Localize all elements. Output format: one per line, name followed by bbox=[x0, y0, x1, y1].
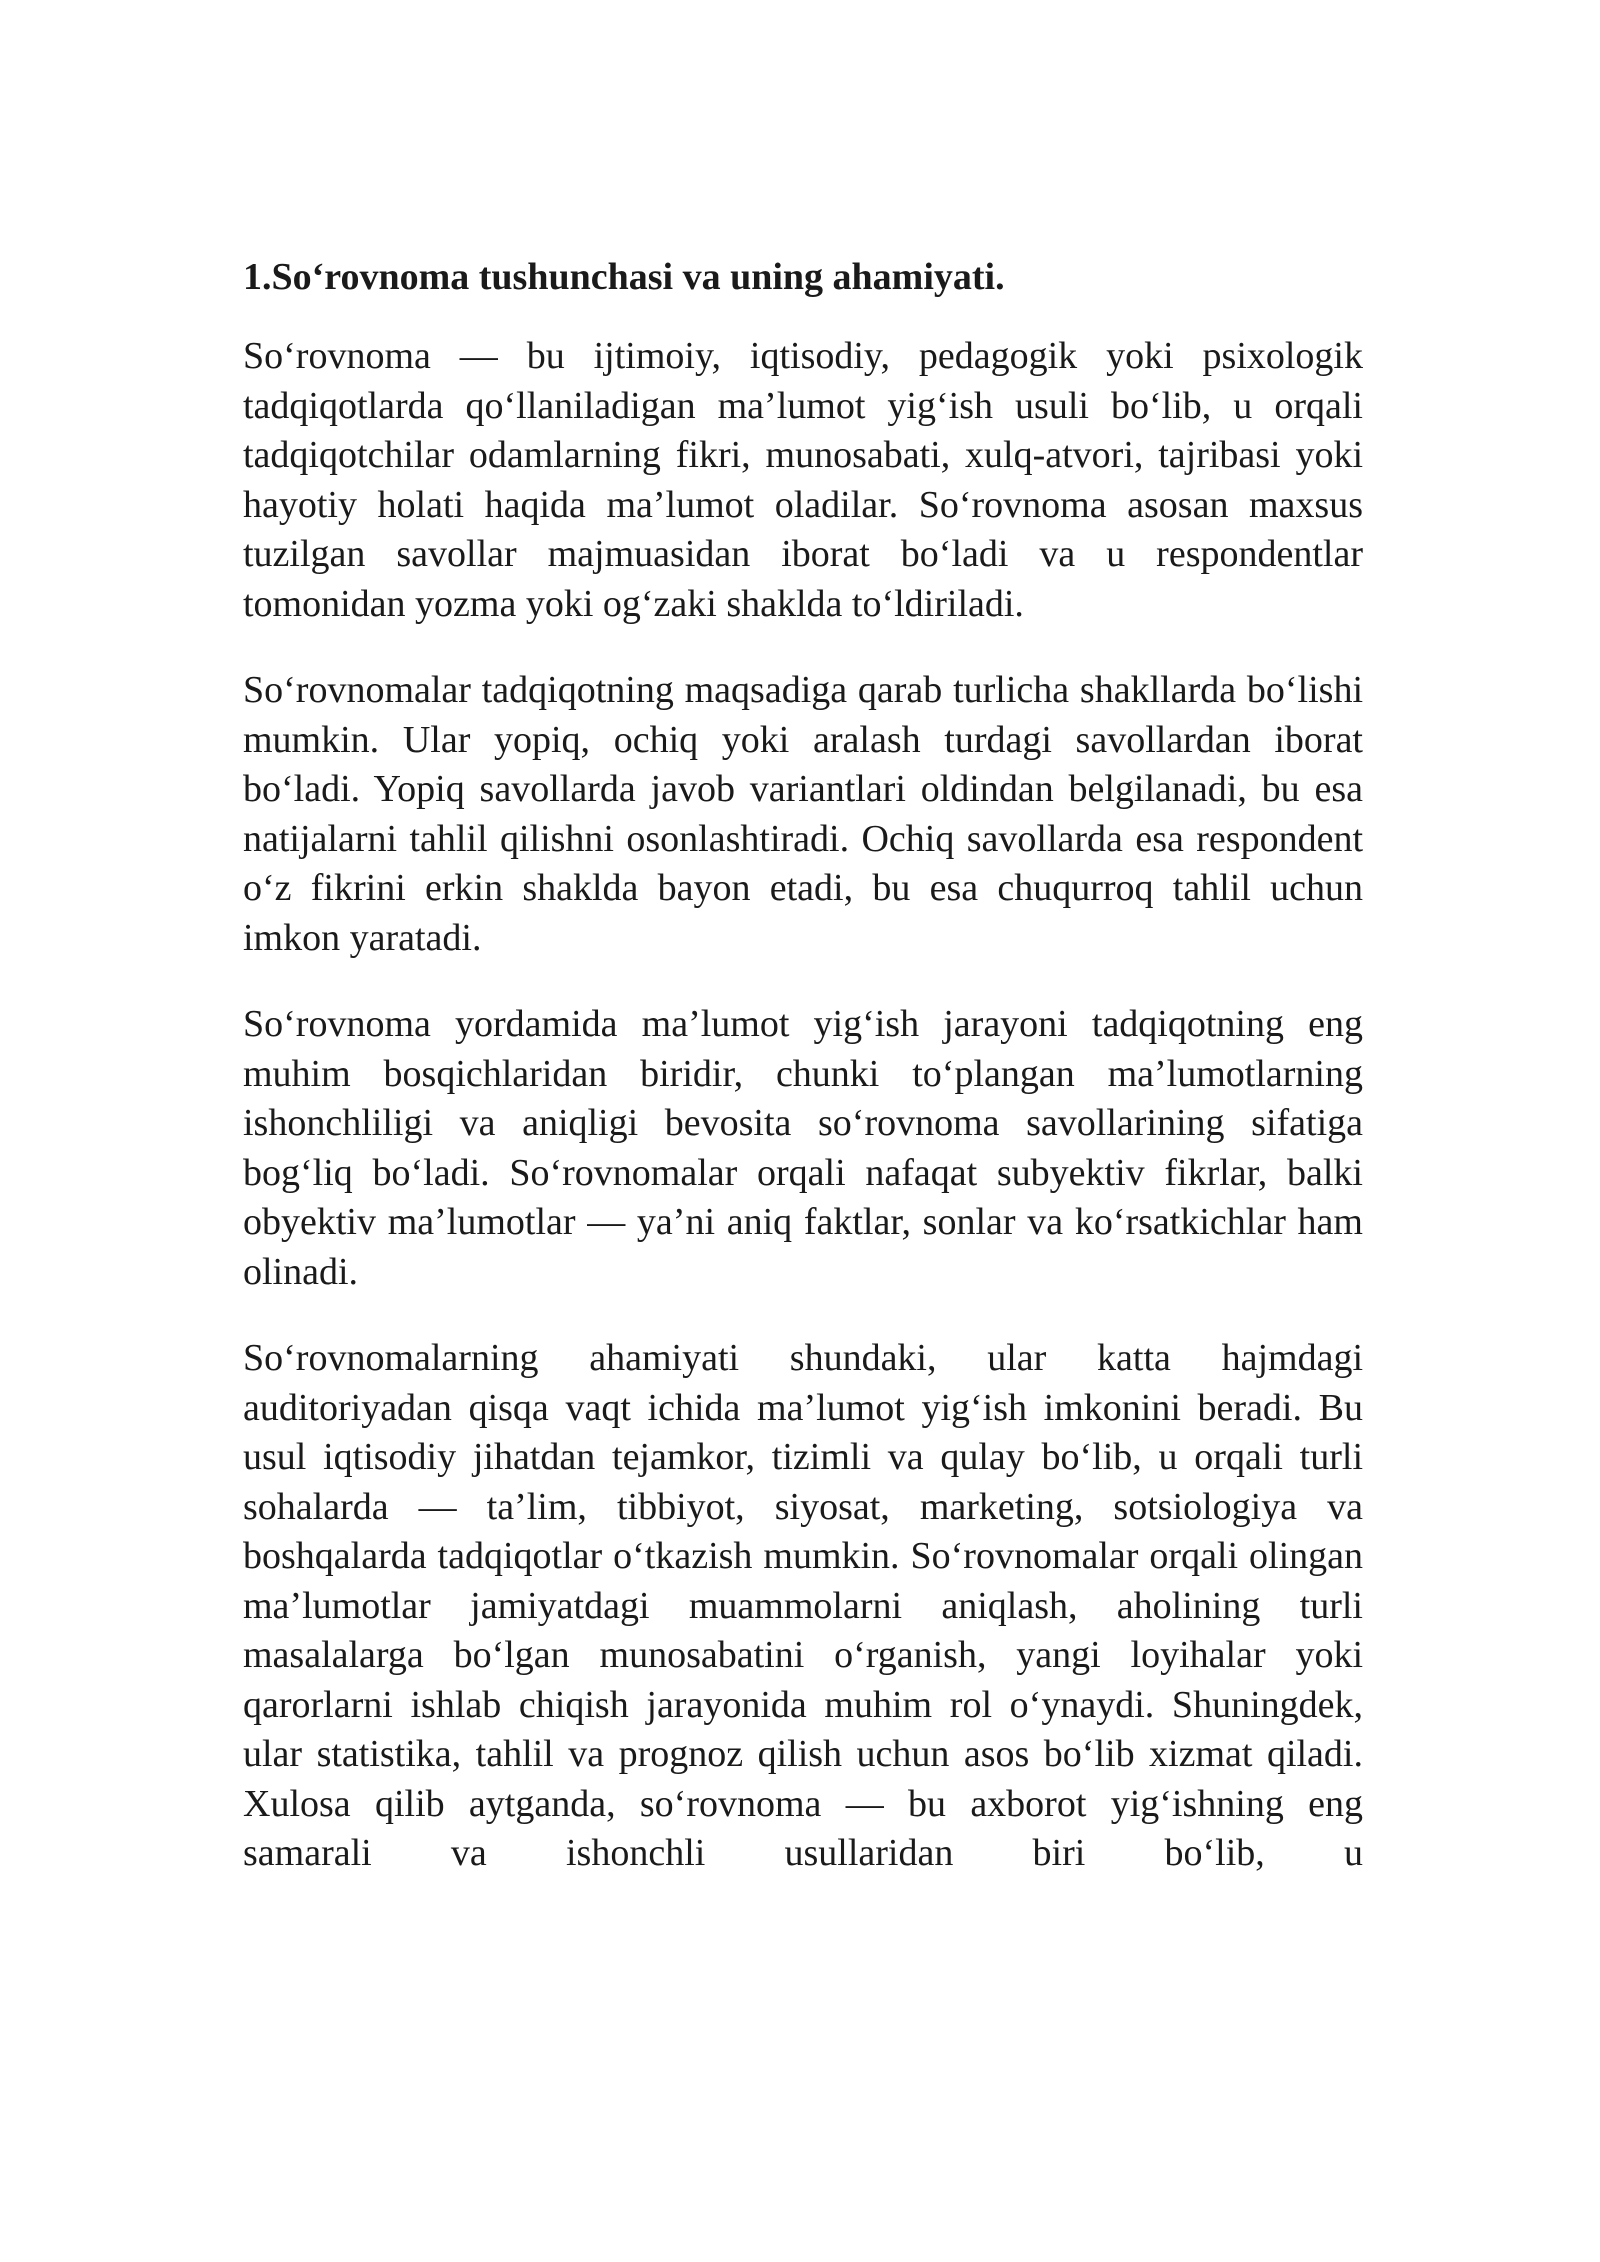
document-body bbox=[243, 252, 1363, 1879]
paragraph-definition: So‘rovnoma — bu ijtimoiy, iqtisodiy, pedagogik yoki psixologik tadqiqotlarda qo‘llaniladigan ma’lumot yig‘ish usuli bo‘lib, u orqali tadqiqotchilar odamlarning fikri, munosabati, xulq-atvori, tajribasi yoki hayotiy holati haqida ma’lumot oladilar. So‘rovnoma asosan maxsus tuzilgan savollar majmuasidan iborat bo‘ladi va u respondentlar tomonidan yozma yoki og‘zaki shaklda to‘ldiriladi. bbox=[243, 335, 1363, 625]
paragraph-process: So‘rovnoma yordamida ma’lumot yig‘ish jarayoni tadqiqotning eng muhim bosqichlaridan biridir, chunki to‘plangan ma’lumotlarning ishonchliligi va aniqligi bevosita so‘rovnoma savollarining sifatiga bog‘liq bo‘ladi. So‘rovnomalar orqali nafaqat subyektiv fikrlar, balki obyektiv ma’lumotlar — ya’ni aniq faktlar, sonlar va ko‘rsatkichlar ham olinadi. bbox=[243, 1003, 1363, 1293]
paragraph-importance: So‘rovnomalarning ahamiyati shundaki, ular katta hajmdagi auditoriyadan qisqa vaqt ichida ma’lumot yig‘ish imkonini beradi. Bu usul iqtisodiy jihatdan tejamkor, tizimli va qulay bo‘lib, u orqali turli sohalarda — ta’lim, tibbiyot, siyosat, marketing, sotsiologiya va boshqalarda tadqiqotlar o‘tkazish mumkin. So‘rovnomalar orqali olingan ma’lumotlar jamiyatdagi muammolarni aniqlash, aholining turli masalalarga bo‘lgan munosabatini o‘rganish, yangi loyihalar yoki qarorlarni ishlab chiqish jarayonida muhim rol o‘ynaydi. Shuningdek, ular statistika, tahlil va prognoz qilish uchun asos bo‘lib xizmat qiladi. Xulosa qilib aytganda, so‘rovnoma — bu axborot yig‘ishning eng samarali va ishonchli usullaridan biri bo‘lib, u bbox=[243, 1337, 1363, 1874]
paragraph-types: So‘rovnomalar tadqiqotning maqsadiga qarab turlicha shakllarda bo‘lishi mumkin. Ular yopiq, ochiq yoki aralash turdagi savollardan iborat bo‘ladi. Yopiq savollarda javob variantlari oldindan belgilanadi, bu esa natijalarni tahlil qilishni osonlashtiradi. Ochiq savollarda esa respondent o‘z fikrini erkin shaklda bayon etadi, bu esa chuqurroq tahlil uchun imkon yaratadi. bbox=[243, 669, 1363, 959]
section-heading: 1.So‘rovnoma tushunchasi va uning ahamiyati. bbox=[243, 256, 1005, 298]
